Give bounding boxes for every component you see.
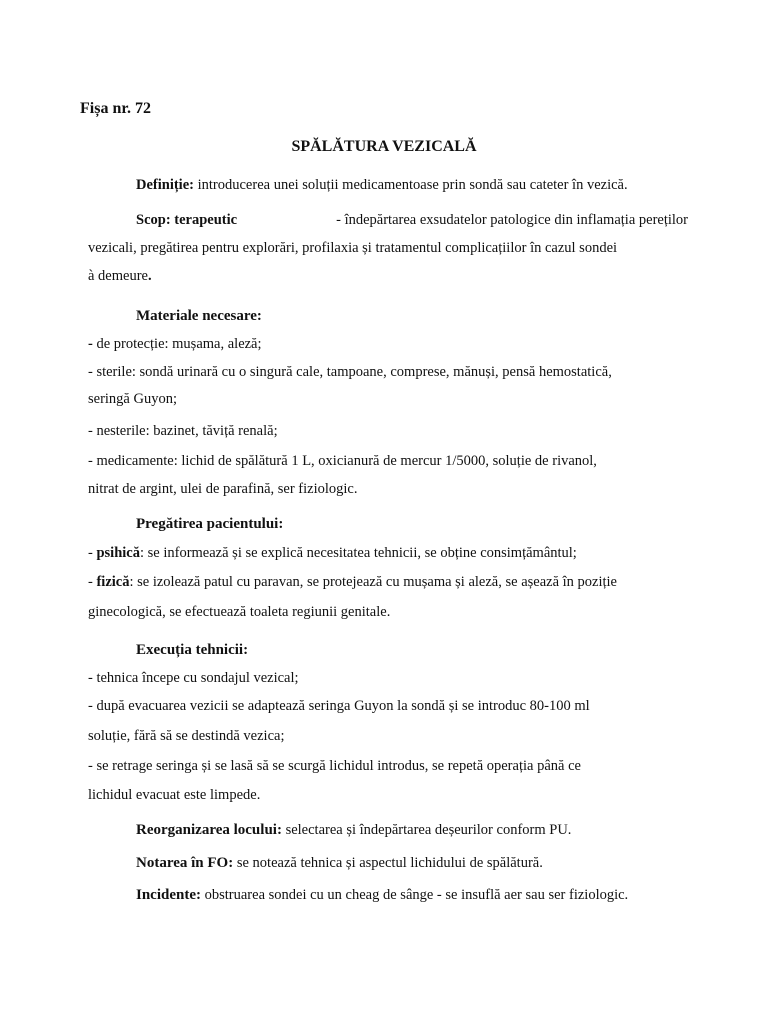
definition-text: introducerea unei soluții medicamentoase prin sondă sau cateter în vezică. bbox=[193, 177, 628, 193]
scope-line-1 bbox=[136, 212, 688, 229]
patient-prep-physical: - fizică: se izolează patul cu paravan, se protejează cu mușama și aleză, se așează în poziție bbox=[88, 574, 617, 590]
definition-paragraph bbox=[136, 177, 628, 194]
materials-line-1: - de protecție: mușama, aleză; bbox=[88, 336, 262, 352]
scope-line-2: vezicali, pregătirea pentru explorări, profilaxia și tratamentul complicațiilor în cazul sondei bbox=[88, 240, 618, 256]
materials-line-6: nitrat de argint, ulei de parafină, ser fiziologic. bbox=[88, 481, 358, 497]
patient-prep-heading: Pregătirea pacientului: bbox=[136, 516, 284, 532]
incidents-paragraph: Incidente: obstruarea sondei cu un cheag de sânge - se insuflă aer sau ser fiziologic. bbox=[136, 887, 629, 903]
materials-line-5: - medicamente: lichid de spălătură 1 L, oxicianură de mercur 1/5000, soluție de rivanol, bbox=[88, 453, 597, 469]
scope-line-3: à demeure. bbox=[88, 268, 152, 284]
execution-line-2: - după evacuarea vezicii se adaptează seringa Guyon la sondă și se introduc 80-100 ml bbox=[88, 698, 590, 714]
materials-heading: Materiale necesare: bbox=[136, 308, 262, 324]
patient-prep-psychic: - psihică: se informează și se explică necesitatea tehnicii, se obține consimțământul; bbox=[88, 545, 577, 561]
materials-line-2: - sterile: sondă urinară cu o singură cale, tampoane, comprese, mănuși, pensă hemostatică, bbox=[88, 364, 612, 380]
execution-heading: Execuția tehnicii: bbox=[136, 642, 249, 658]
sheet-number: Fișa nr. 72 bbox=[80, 100, 151, 117]
execution-line-5: lichidul evacuat este limpede. bbox=[88, 787, 261, 803]
reorganization-paragraph: Reorganizarea locului: selectarea și îndepărtarea deșeurilor conform PU. bbox=[136, 822, 572, 838]
reorganization-label: Reorganizarea locului: bbox=[136, 822, 282, 838]
execution-line-4: - se retrage seringa și se lasă să se scurgă lichidul introdus, se repetă operația până ce bbox=[88, 758, 581, 774]
materials-line-4: - nesterile: bazinet, tăviță renală; bbox=[88, 423, 278, 439]
materials-line-3: seringă Guyon; bbox=[88, 391, 177, 407]
scope-text-3: à demeure bbox=[88, 268, 148, 284]
patient-prep-physical-2: ginecologică, se efectuează toaleta regiunii genitale. bbox=[88, 604, 391, 620]
scope-text-1: - îndepărtarea exsudatelor patologice din inflamația pereților bbox=[336, 212, 688, 228]
execution-line-1: - tehnica începe cu sondajul vezical; bbox=[88, 670, 299, 686]
definition-label: Definiție: bbox=[136, 177, 194, 193]
fo-note-paragraph: Notarea în FO: se notează tehnica și aspectul lichidului de spălătură. bbox=[136, 855, 543, 871]
execution-line-3: soluție, fără să se destindă vezica; bbox=[88, 728, 285, 744]
incidents-label: Incidente: bbox=[136, 887, 201, 903]
physical-label: fizică bbox=[96, 574, 130, 590]
scope-label: Scop: terapeutic bbox=[136, 212, 238, 228]
psychic-label: psihică bbox=[96, 545, 140, 561]
fo-note-label: Notarea în FO: bbox=[136, 855, 234, 871]
page-title: SPĂLĂTURA VEZICALĂ bbox=[291, 138, 477, 155]
